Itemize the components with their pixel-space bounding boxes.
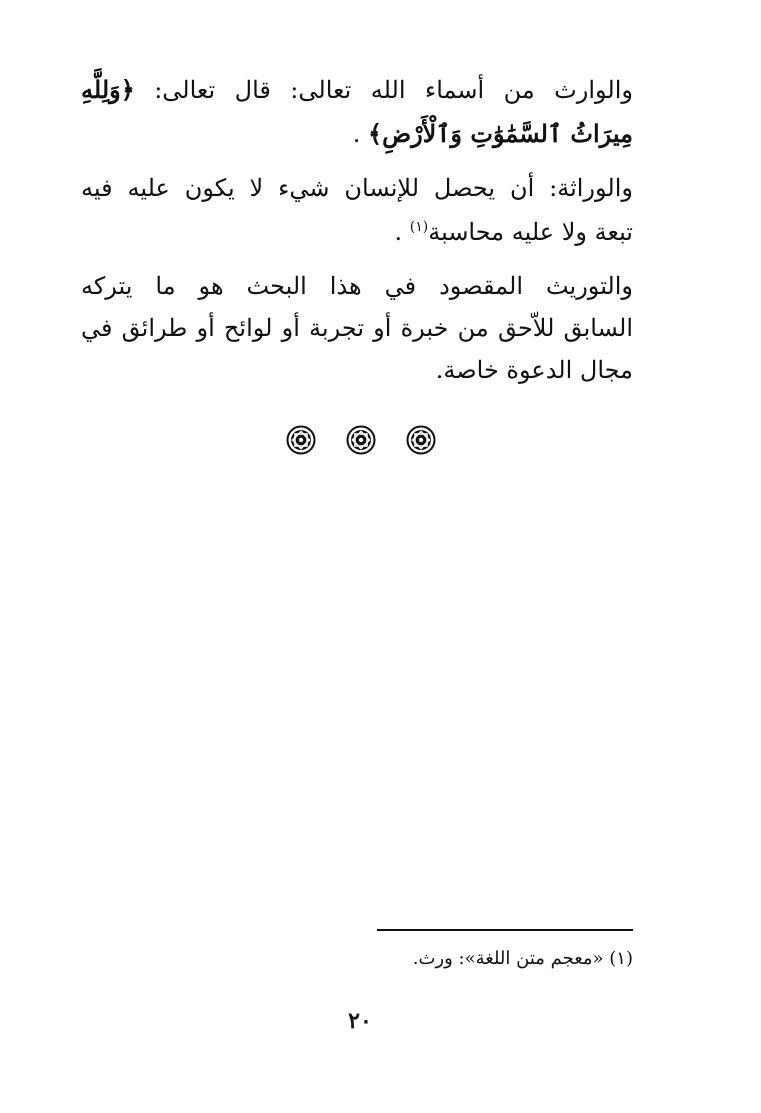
paragraph-2-text: والوراثة: أن يحصل للإنسان شيء لا يكون عليه فيه — [81, 174, 633, 202]
paragraph-1-text: والوارث من أسماء الله تعالى: قال تعالى: — [134, 76, 633, 104]
paragraph-2-line-2 — [81, 210, 633, 254]
page-number: ٢٠ — [348, 1008, 372, 1034]
geometric-knot-ornament-icon — [286, 425, 316, 455]
geometric-knot-ornament-icon — [406, 425, 436, 455]
paragraph-2-text-end: تبعة ولا عليه محاسبة — [428, 218, 633, 246]
paragraph-3-text-2: السابق للاّحق من خبرة أو تجربة أو لوائح أو طرائق في — [81, 314, 633, 342]
paragraph-3-text-3: مجال الدعوة خاصة. — [435, 356, 633, 384]
paragraph-2-line-1 — [81, 166, 633, 210]
paragraph-1-line-1 — [81, 68, 633, 112]
paragraph-3-line-1 — [81, 264, 633, 308]
quran-verse-end: مِيرَاثُ ٱلسَّمَٰوَٰتِ وَٱلْأَرْضِ﴾ — [368, 119, 633, 148]
paragraph-3-line-3 — [81, 348, 633, 392]
footnote: (١) «معجم متن اللغة»: ورث. — [412, 948, 633, 969]
paragraph-2-end: . — [394, 218, 410, 246]
paragraph-1-line-2 — [81, 112, 633, 156]
footnote-separator — [377, 929, 633, 931]
paragraph-1-end: . — [352, 120, 369, 148]
paragraph-3-text-1: والتوريث المقصود في هذا البحث هو ما يتركه — [81, 272, 633, 300]
section-divider — [286, 424, 436, 456]
quran-verse-start: ﴿وَلِلَّهِ — [81, 75, 135, 104]
footnote-reference[interactable]: (١) — [409, 219, 429, 235]
paragraph-3-line-2 — [81, 306, 633, 350]
geometric-knot-ornament-icon — [346, 425, 376, 455]
